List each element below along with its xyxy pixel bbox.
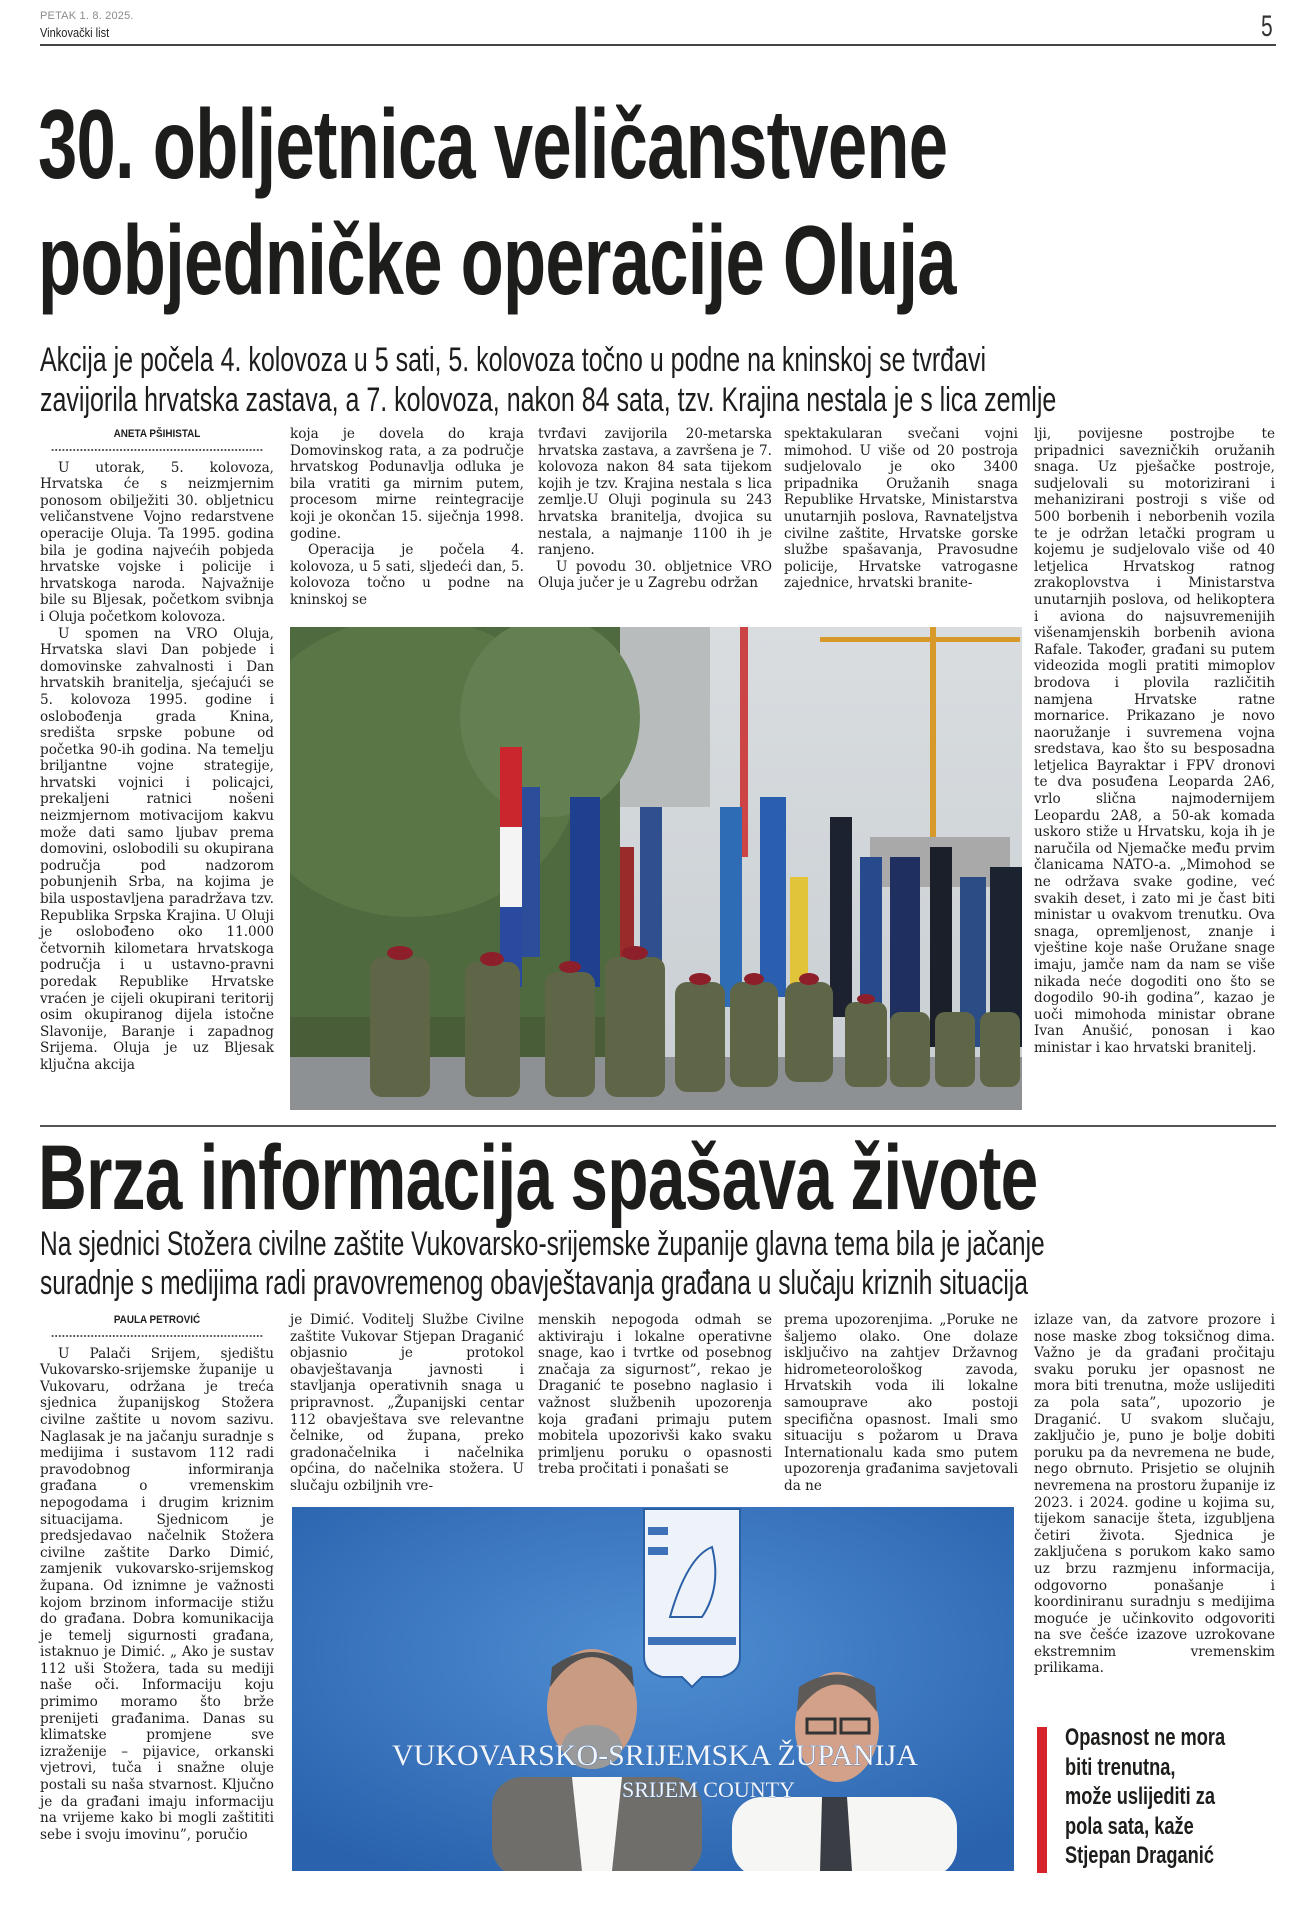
header-rule <box>40 44 1276 46</box>
pull-quote-text <box>1065 1723 1263 1871</box>
article2-column-3 <box>538 1312 772 1478</box>
headline-line: pobjedničke operacije Oluja <box>38 205 956 315</box>
article1-column-4 <box>784 426 1018 592</box>
paragraph: U utorak, 5. kolovoza, Hrvatska će s neizmjernim ponosom obilježiti 30. obljetnicu veličanstvene Vojno redarstvene operacije Oluja. Ta 1995. godina bila je godina najvećih pobjeda hrvatske vojske i policije i hrvatskoga naroda. Najvažnije bile su Bljesak, početkom svibnja i Oluja početkom kolovoza. <box>40 459 274 625</box>
article1-subtitle <box>40 340 1056 420</box>
article1-column-1 <box>40 426 274 1074</box>
article2-column-2 <box>290 1312 524 1495</box>
paragraph: koja je dovela do kraja Domovinskog rata, a za područje hrvatskog Podunavlja odluka je bila vratiti ga mirnim putem, procesom mirne reintegracije koji je okončan 15. siječnja 1998. godine. <box>290 426 524 542</box>
paragraph: prema upozorenjima. „Poruke ne šaljemo olako. One dolaze isključivo na zahtjev Državnog hidrometeorološkog zavoda, Hrvatskih voda ili lokalne samouprave ako postoji specifična opasnost. Imali smo situaciju s požarom u Drava Internationalu kada smo putem upozorenja građanima savjetovali da ne <box>784 1312 1018 1494</box>
paragraph: lji, povijesne postrojbe te pripadnici savezničkih oružanih snaga. Uz pješačke postroje, sudjelovali su motorizirani i mehanizirani postroji s više od 500 borbenih i neborbenih vozila te je održan letački program u kojemu je sudjelovalo više od 40 letjelica Hrvatskog ratnog zrakoplovstva i Ministarstva unutarnjih poslova, od helikoptera i aviona do najsuvremenijih višenamjenskih borbenih aviona Rafale. Također, građani su putem videozida mogli pratiti mimoplov brodova i plovila različitih namjena Hrvatske ratne mornarice. Prikazano je novo naoružanje i suvremena vojna sredstava, kao što su besposadna letjelica Bayraktar i FPV dronovi te dva posuđena Leoparda 2A6, vrlo slična najmodernijem Leopardu 2A8, a 50-ak komada uskoro stiže u Hrvatsku, koja ih je naručila od Njemačke među prvim članicama NATO-a. „Mimohod se ne održava svake godine, već svakih deset, i zato mi je čast biti ministar u ovakvom trenutku. Ova snaga, opremljenost, znanje i vještine koje naše Oružane snage imaju, jamče nam da nam se više nikada neće dogoditi ono što se dogodilo 90-ih godina”, kazao je uoči mimohoda ministar obrane Ivan Anušić, ponosan i kao ministar i kao hrvatski branitelj. <box>1034 426 1275 1056</box>
officials-photo-illustration <box>292 1507 1014 1871</box>
article1-column-2 <box>290 426 524 609</box>
pull-quote <box>1037 1724 1277 1873</box>
paragraph: izlaze van, da zatvore prozore i nose maske zbog toksičnog dima. Važno je da građani pročitaju svaku poruku jer opasnost ne mora biti trenutna, može uslijediti za pola sata”, upozorio je Draganić. U svakom slučaju, zaključio je, puno je bolje dobiti poruku pa da nevremena ne bude, nego obrnuto. Prisjetio se olujnih nevremena na prostoru županije iz 2023. i 2024. godine u kojima su, tijekom sanacije šteta, izgubljena četiri života. Sjednica je zaključena s porukom kako samo uz brzu razmjenu informacija, odgovorno ponašanje i koordiniranu suradnju s medijima moguće je učinkovito odgovoriti na sve češće izazove uzrokovane ekstremnim vremenskim prilikama. <box>1034 1312 1275 1677</box>
subtitle-line: zavijorila hrvatska zastava, a 7. kolovoza, nakon 84 sata, tzv. Krajina nestala je s lica zemlje <box>40 381 1057 419</box>
pull-quote-line: može uslijediti za <box>1065 1783 1216 1810</box>
pull-quote-line: biti trenutna, <box>1065 1753 1176 1781</box>
paragraph: U Palači Srijem, sjedištu Vukovarsko-srijemske županije u Vukovaru, održana je treća sjednica županijskog Stožera civilne zaštite u novom sazivu. Naglasak je na jačanju suradnje s medijima i sustavom 112 radi pravodobnog informiranja građana o vremenskim nepogodama i drugim kriznim situacijama. Sjednicom je predsjedavao načelnik Stožera civilne zaštite Darko Dimić, zamjenik vukovarsko-srijemskog župana. Od iznimne je važnosti kojom brzinom informacije stižu do građana. Dobra komunikacija je temelj sigurnosti građana, istaknuo je Dimić. „ Ako je sustav 112 uši Stožera, tada su mediji naše oči. Informaciju koju primimo moramo što brže prenijeti građanima. Danas su klimatske promjene sve izraženije – pijavice, orkanski vjetrovi, tuča i snažne oluje postali su naša stvarnost. Ključno je da građani imaju informaciju na vrijeme kako bi mogli zaštititi sebe i svoju imovinu”, poručio <box>40 1345 274 1843</box>
paragraph: tvrđavi zavijorila 20-metarska hrvatska zastava, a završena je 7. kolovoza nakon 84 sata tijekom kojih je tzv. Krajina nestala s lica zemlje.U Oluji poginula su 243 hrvatska branitelja, dvojica su nestala, a najmanje 1100 ih je ranjeno. <box>538 426 772 559</box>
article1-headline <box>38 86 960 318</box>
article1-byline: ANETA PŠIHISTAL <box>52 426 263 451</box>
subtitle-line: Akcija je počela 4. kolovoza u 5 sati, 5. kolovoza točno u podne na kninskoj se tvrđavi <box>40 341 987 379</box>
coat-of-arms-icon <box>644 1509 740 1687</box>
paragraph: U spomen na VRO Oluja, Hrvatska slavi Dan pobjede i domovinske zahvalnosti i Dan hrvatskih branitelja, sjećajući se 5. kolovoza 1995. godine i oslobođenja grada Knina, središta srpske pobune od početka 90-ih godina. Na temelju briljantne vojne strategije, hrvatski vojnici i policajci, prekaljeni ratnici nošeni neizmjernom motivacijom kakvu može dati samo ljubav prema domovini, oslobodili su okupirana područja pod nadzorom pobunjenih Srba, na kojima je bila uspostavljena paradržava tzv. Republika Srpska Krajina. U Oluji je oslobođeno oko 11.000 četvornih kilometara hrvatskoga područja i u ustavno-pravni poredak Republike Hrvatske vraćen je cijeli okupirani teritorij osim okupiranog dijela istočne Slavonije, Baranje i zapadnog Srijema. Oluja je uz Bljesak ključna akcija <box>40 625 274 1073</box>
subtitle-line: Na sjednici Stožera civilne zaštite Vukovarsko-srijemske županije glavna tema bila je jačanje <box>40 1225 1045 1263</box>
paragraph: je Dimić. Voditelj Službe Civilne zaštite Vukovar Stjepan Draganić objasnio je protokol obavještavanja javnosti i stavljanja operativnih snaga u pripravnost. „Županijski centar 112 obavještava sve relevantne čelnike, od župana, preko gradonačelnika i načelnika općina, do načelnika stožera. U slučaju ozbiljnih vre- <box>290 1312 524 1494</box>
officials-photo <box>292 1507 1014 1871</box>
newspaper-name: Vinkovački list <box>40 25 110 40</box>
parade-photo <box>290 627 1022 1110</box>
subtitle-line: suradnje s medijima radi pravovremenog obavještavanja građana u slučaju kriznih situacija <box>40 1264 1028 1302</box>
page-number: 5 <box>1261 10 1273 43</box>
article2-subtitle <box>40 1225 1045 1303</box>
article1-column-5 <box>1034 426 1275 1057</box>
pull-quote-line: Stjepan Draganić <box>1065 1842 1215 1869</box>
article2-byline: PAULA PETROVIĆ <box>52 1312 263 1337</box>
paragraph: menskih nepogoda odmah se aktiviraju i lokalne operativne snage, kao i tvrtke od posebnog značaja za sigurnost”, rekao je Draganić te posebno naglasio i važnost službenih upozorenja koja građani primaju putem mobitela upozorivši kako svaku primljenu poruku o opasnosti treba pročitati i ponašati se <box>538 1312 772 1478</box>
article2-column-4 <box>784 1312 1018 1495</box>
issue-date: PETAK 1. 8. 2025. <box>40 10 134 22</box>
article2-column-1 <box>40 1312 274 1843</box>
paragraph: spektakularan svečani vojni mimohod. U više od 20 postroja sudjelovalo je oko 3400 pripadnika Oružanih snaga Republike Hrvatske, Ministarstva unutarnjih poslova, Ravnateljstva civilne zaštite, Hrvatske gorske službe spašavanja, Pravosudne policije, Hrvatske vatrogasne zajednice, hrvatski branite- <box>784 426 1018 592</box>
sign-line-2: SRIJEM COUNTY <box>622 1777 795 1802</box>
parade-photo-illustration <box>290 627 1022 1110</box>
article2-headline: Brza informacija spašava živote <box>38 1127 1038 1229</box>
pull-quote-accent-bar <box>1037 1727 1047 1873</box>
article2-column-5 <box>1034 1312 1275 1677</box>
pull-quote-line: pola sata, kaže <box>1065 1812 1194 1840</box>
headline-line: 30. obljetnica veličanstvene <box>38 89 948 199</box>
article1-column-3 <box>538 426 772 592</box>
pull-quote-line: Opasnost ne mora <box>1065 1724 1226 1751</box>
paragraph: Operacija je počela 4. kolovoza, u 5 sati, sljedeći dan, 5. kolovoza točno u podne na kninskoj se <box>290 542 524 608</box>
sign-line-1: VUKOVARSKO-SRIJEMSKA ŽUPANIJA <box>392 1739 918 1772</box>
paragraph: U povodu 30. obljetnice VRO Oluja jučer je u Zagrebu održan <box>538 558 772 592</box>
